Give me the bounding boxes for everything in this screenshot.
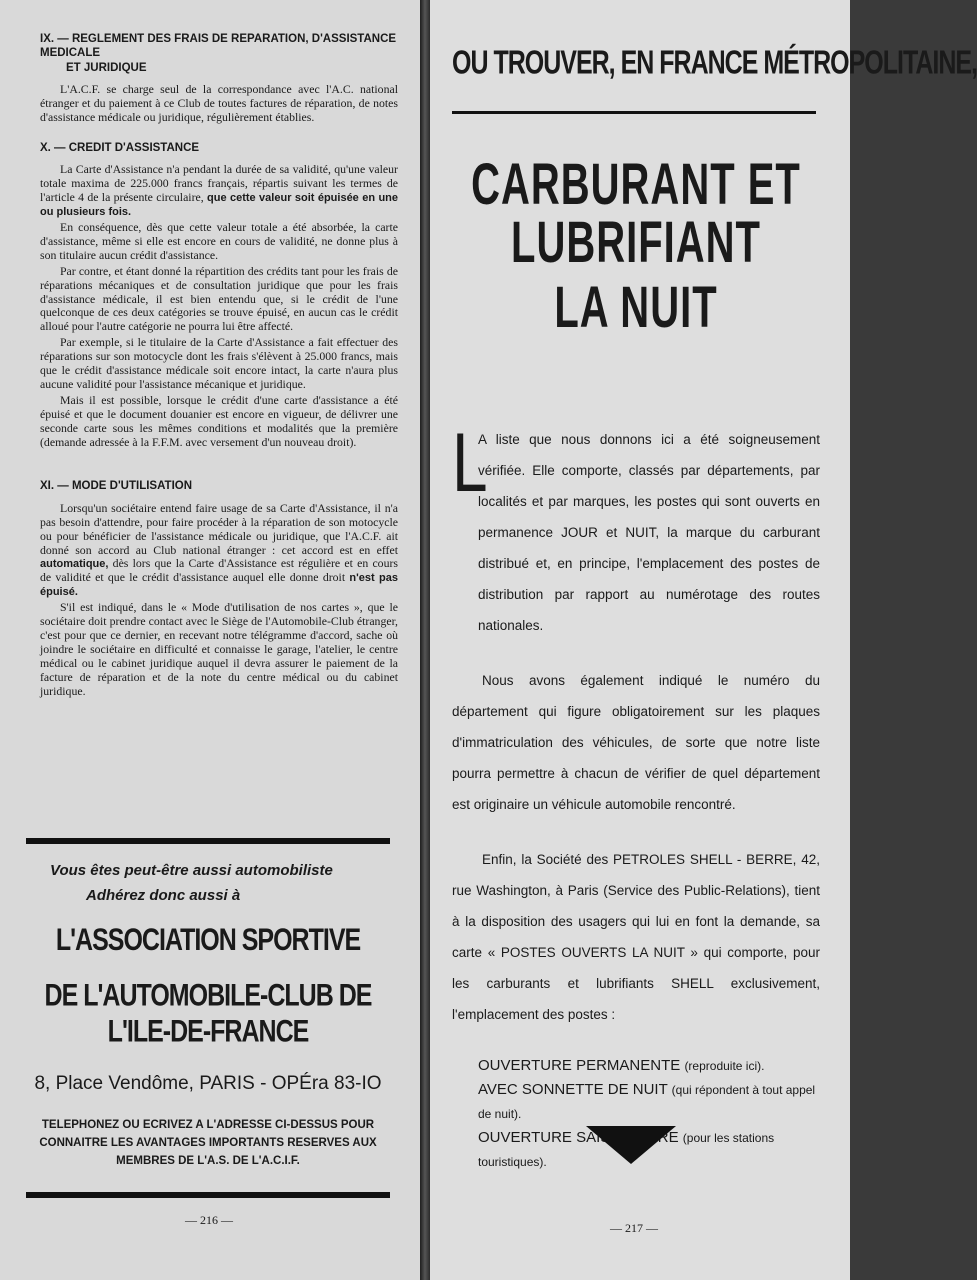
right-page-title: OU TROUVER, EN FRANCE MÉTROPOLITAINE, (452, 44, 977, 82)
section-11-paragraph-2: S'il est indiqué, dans le « Mode d'utilisation de nos cartes », que le sociétaire doit prendre contact avec le Siège de l'Automobile-Club étranger, c'est pour que ce dernier, en recevant notre télégramme d'accord, sache où joindre le sociétaire en difficulté et connaisse le garage, l'atelier, le centre médical ou le cabinet juridique auquel il devra assurer le paiement de la facture de réparation et de la note du centre médical ou du cabinet juridique. (40, 600, 398, 698)
right-page (430, 0, 977, 1280)
bold-run: automatique, (40, 558, 109, 571)
section-9-heading (40, 32, 398, 75)
list-item-permanent (478, 1054, 820, 1078)
section-10-paragraph-2: En conséquence, dès que cette valeur totale a été absorbée, la carte d'assistance, même si elle est encore en cours de validité, ne donne plus à son titulaire aucun crédit d'assistance. (40, 219, 398, 262)
section-10-paragraph-3: Par contre, et étant donné la répartition des crédits tant pour les frais de réparations mécaniques et de consultation juridique que pour les frais d'assistance médicale, il est bien entendu que, si le crédit de l'une quelconque de ces deux catégories se trouve épuisé, en aucun cas le crédit alloué pour l'autre catégorie ne pourra lui être affecté. (40, 263, 398, 334)
bold-run: n'est pas épuisé. (40, 572, 398, 599)
list-note: (qui répondent à tout appel de nuit). (478, 1083, 816, 1121)
page-number-left: — 216 — (185, 1213, 233, 1227)
ad-call-to-action: Adhérez donc aussi à (86, 887, 241, 904)
list-item-night-bell (478, 1078, 820, 1126)
ad-contact-note: TELEPHONEZ OU ECRIVEZ A L'ADRESSE CI-DESSUS POUR CONNAITRE LES AVANTAGES IMPORTANTS RESERVES AUX MEMBRES DE L'A.S. DE L'A.C.I.F. (39, 1119, 377, 1167)
bold-run: que cette valeur soit épuisée en une ou plusieurs fois. (40, 192, 399, 218)
list-note: (pour les stations touristiques). (478, 1131, 775, 1169)
headline-line1: CARBURANT ET LUBRIFIANT (471, 153, 801, 275)
section-9-title-line1: IX. — REGLEMENT DES FRAIS DE REPARATION, D'ASSISTANCE MEDICALE (40, 33, 397, 60)
headline-line2: LA NUIT (554, 276, 718, 340)
section-10-paragraph-5: Mais il est possible, lorsque le crédit d'une carte d'assistance a été épuisé et que le document douanier est encore en vigueur, de délivrer une seconde carte sous les mêmes conditions et modalités que la première (demande adressée à la F.F.M. avec versement d'un nouveau droit). (40, 392, 398, 449)
text-run: La Carte d'Assistance n'a pendant la durée de sa validité, qu'une valeur totale maxima de 225.000 francs français, répartis suivant les termes de l'article 4 de la présente circulaire, (40, 162, 398, 205)
department-paragraph: Nous avons également indiqué le numéro du département qui figure obligatoirement sur les plaques d'immatriculation des véhicules, de sorte que notre liste pourra permettre à chacun de vérifier de quel département est originaire un véhicule automobile rencontré. (452, 673, 820, 812)
ad-tagline: Vous êtes peut-être aussi automobiliste (50, 862, 333, 879)
ad-association-name: L'ASSOCIATION SPORTIVE (55, 922, 361, 958)
section-10-paragraph-1 (40, 163, 398, 219)
page-number-right: — 217 — (610, 1221, 658, 1235)
section-9-title-line2: ET JURIDIQUE (66, 61, 147, 74)
ad-club-name: DE L'AUTOMOBILE-CLUB DE L'ILE-DE-FRANCE (44, 977, 372, 1049)
shell-paragraph: Enfin, la Société des PETROLES SHELL - BERRE, 42, rue Washington, à Paris (Service des Public-Relations), tient à la disposition des usagers qui lui en font la demande, sa carte « POSTES OUVERTS LA NUIT » qui comporte, pour les carburants et lubrifiants SHELL exclusivement, l'emplacement des postes : (452, 852, 820, 1022)
drop-cap: L (452, 415, 488, 510)
text-run: dès lors que la Carte d'Assistance est régulière et en cours de validité et que le crédit d'assistance auquel elle donne droit (40, 556, 398, 585)
intro-block (452, 415, 820, 641)
section-11-heading: XI. — MODE D'UTILISATION (40, 480, 193, 493)
section-9-paragraph: L'A.C.F. se charge seul de la correspondance avec l'A.C. national étranger et du paiement à ce Club de toutes factures de réparation, de notes d'assistance médicale ou juridique, régulièrement établies. (40, 82, 398, 124)
down-triangle-ornament (586, 1126, 676, 1164)
intro-paragraph: A liste que nous donnons ici a été soigneusement vérifiée. Elle comporte, classés par départements, par localités et par marques, les postes qui sont ouverts en permanence JOUR et NUIT, la marque du carburant distribué et, en principe, l'emplacement des postes de distribution par rapport au numérotage des routes nationales. (478, 432, 820, 633)
section-11-paragraph-1 (40, 502, 398, 600)
advertisement-box (26, 838, 390, 1198)
book-gutter (420, 0, 430, 1280)
text-run: Lorsqu'un sociétaire entend faire usage de sa Carte d'Assistance, il n'a pas besoin d'attendre, pour faire procéder à la réparation de son motocycle ou pour bénéficier de l'assistance médicale ou juridique, que l'A.C.F. ait donné son accord au Club national étranger : cet accord est en effet (40, 500, 398, 557)
left-page (0, 0, 420, 1280)
list-note: (reproduite ici). (684, 1059, 765, 1073)
list-label: AVEC SONNETTE DE NUIT (478, 1081, 668, 1098)
title-rule (452, 111, 816, 114)
section-10-paragraph-4: Par exemple, si le titulaire de la Carte d'Assistance a fait effectuer des réparations sur son motocycle dont les frais s'élèvent à 25.000 francs, mais que le crédit d'assistance médicale soit encore intact, la carte n'aura plus aucune validité pour l'assistance mécanique et juridique. (40, 335, 398, 391)
section-10-heading: X. — CREDIT D'ASSISTANCE (40, 141, 200, 154)
list-label: OUVERTURE PERMANENTE (478, 1057, 681, 1074)
ad-address: 8, Place Vendôme, PARIS - OPÉra 83-IO (34, 1073, 382, 1094)
list-label: OUVERTURE SAISONNIERE (478, 1129, 679, 1146)
